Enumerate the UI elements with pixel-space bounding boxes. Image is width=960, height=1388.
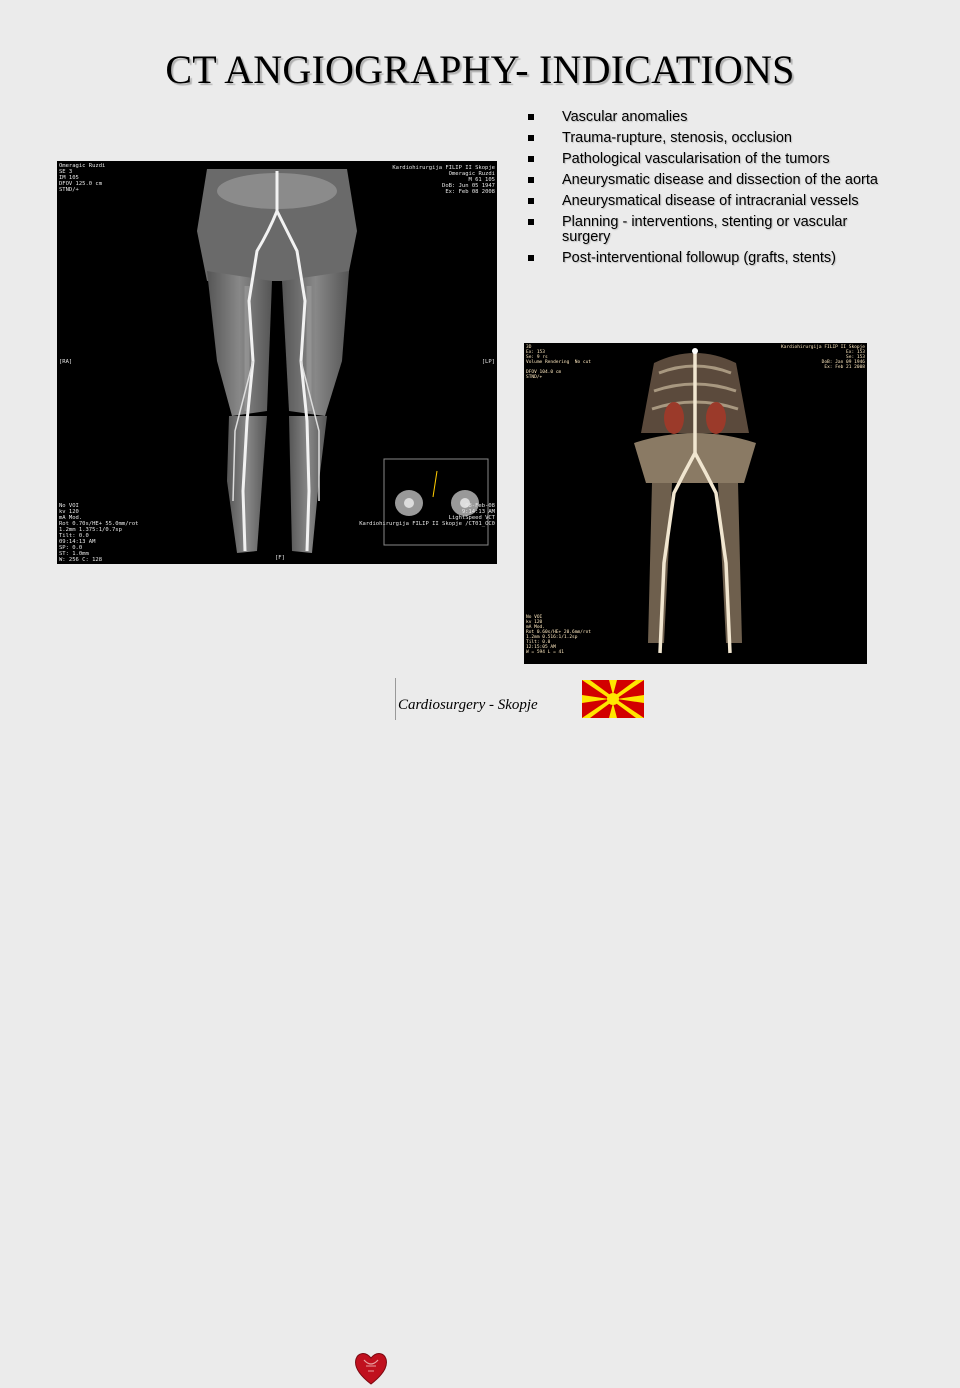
render-overlay-top-left: 3D Ex: 153 Se: 9 rs Volume Rendering No cut DFOV 104.0 cm STND/+ [526, 345, 592, 380]
bullet-marker [528, 156, 534, 162]
render-overlay-bottom-left: No VOI kv 120 mA Mod. Rot 0.60s/HE+ 20.6mm/rot 1.2mm 0.516:1/1.2sp Tilt: 0.0 12:15:05 AM W = 594 L = 41 [526, 615, 592, 655]
scan-overlay-top-left: Omeragic Ruzdi SE 3 IM 105 DFOV 125.0 cm STND/+ [59, 163, 106, 193]
slide-title: CT ANGIOGRAPHY- INDICATIONS [165, 47, 795, 92]
bullet-item: Pathological vascularisation of the tumors [528, 152, 888, 167]
bullet-marker [528, 219, 534, 225]
footer-divider [395, 678, 396, 720]
bullet-item: Vascular anomalies [528, 110, 888, 125]
scan-overlay-top-right: Kardiohirurgija FILIP II Skopje Omeragic Ruzdi M 61 105 DoB: Jun 05 1947 Ex: Feb 08 2008 [392, 165, 495, 195]
bullet-marker [528, 198, 534, 204]
scan-marker-right: [RA] [59, 359, 73, 365]
bullet-item: Aneurysmatic disease and dissection of the aorta [528, 173, 888, 188]
bullet-marker [528, 114, 534, 120]
scan-overlay-bottom-right: 08-Feb-08 9:14:13 AM LightSpeed VCT Kardiohirurgija FILIP II Skopje /CT01_OC0 [359, 503, 495, 527]
indications-list [528, 110, 888, 272]
ct-angiography-legs-image [57, 161, 497, 564]
bullet-item: Post-interventional followup (grafts, stents) [528, 251, 888, 266]
bullet-item: Aneurysmatical disease of intracranial vessels [528, 194, 888, 209]
ct-volume-rendering-image [524, 343, 867, 664]
macedonia-flag-icon [582, 680, 644, 718]
render-overlay-top-right: Kardiohirurgija FILIP II Skopje Ex: 153 Se: 153 DoB: Jan 09 1946 Ex: Feb 21 2008 [781, 345, 865, 370]
footer-caption: Cardiosurgery - Skopje [398, 697, 538, 713]
heart-logo-icon [352, 1348, 390, 1388]
bullet-marker [528, 255, 534, 261]
scan-marker-left: [LP] [481, 359, 495, 365]
scan-overlay-bottom-left: No VOI kv 120 mA Mod. Rot 0.70s/HE+ 55.0mm/rot 1.2mm 1.375:1/0.7sp Tilt: 0.0 09:14:13 AM SP: 0.0 ST: 1.0mm W: 256 C: 128 [59, 503, 139, 563]
bullet-item: Planning - interventions, stenting or vascular surgery [528, 215, 888, 245]
footer [0, 672, 960, 720]
scan-marker-foot: [F] [275, 555, 285, 561]
bullet-marker [528, 135, 534, 141]
bullet-marker [528, 177, 534, 183]
bullet-item: Trauma-rupture, stenosis, occlusion [528, 131, 888, 146]
